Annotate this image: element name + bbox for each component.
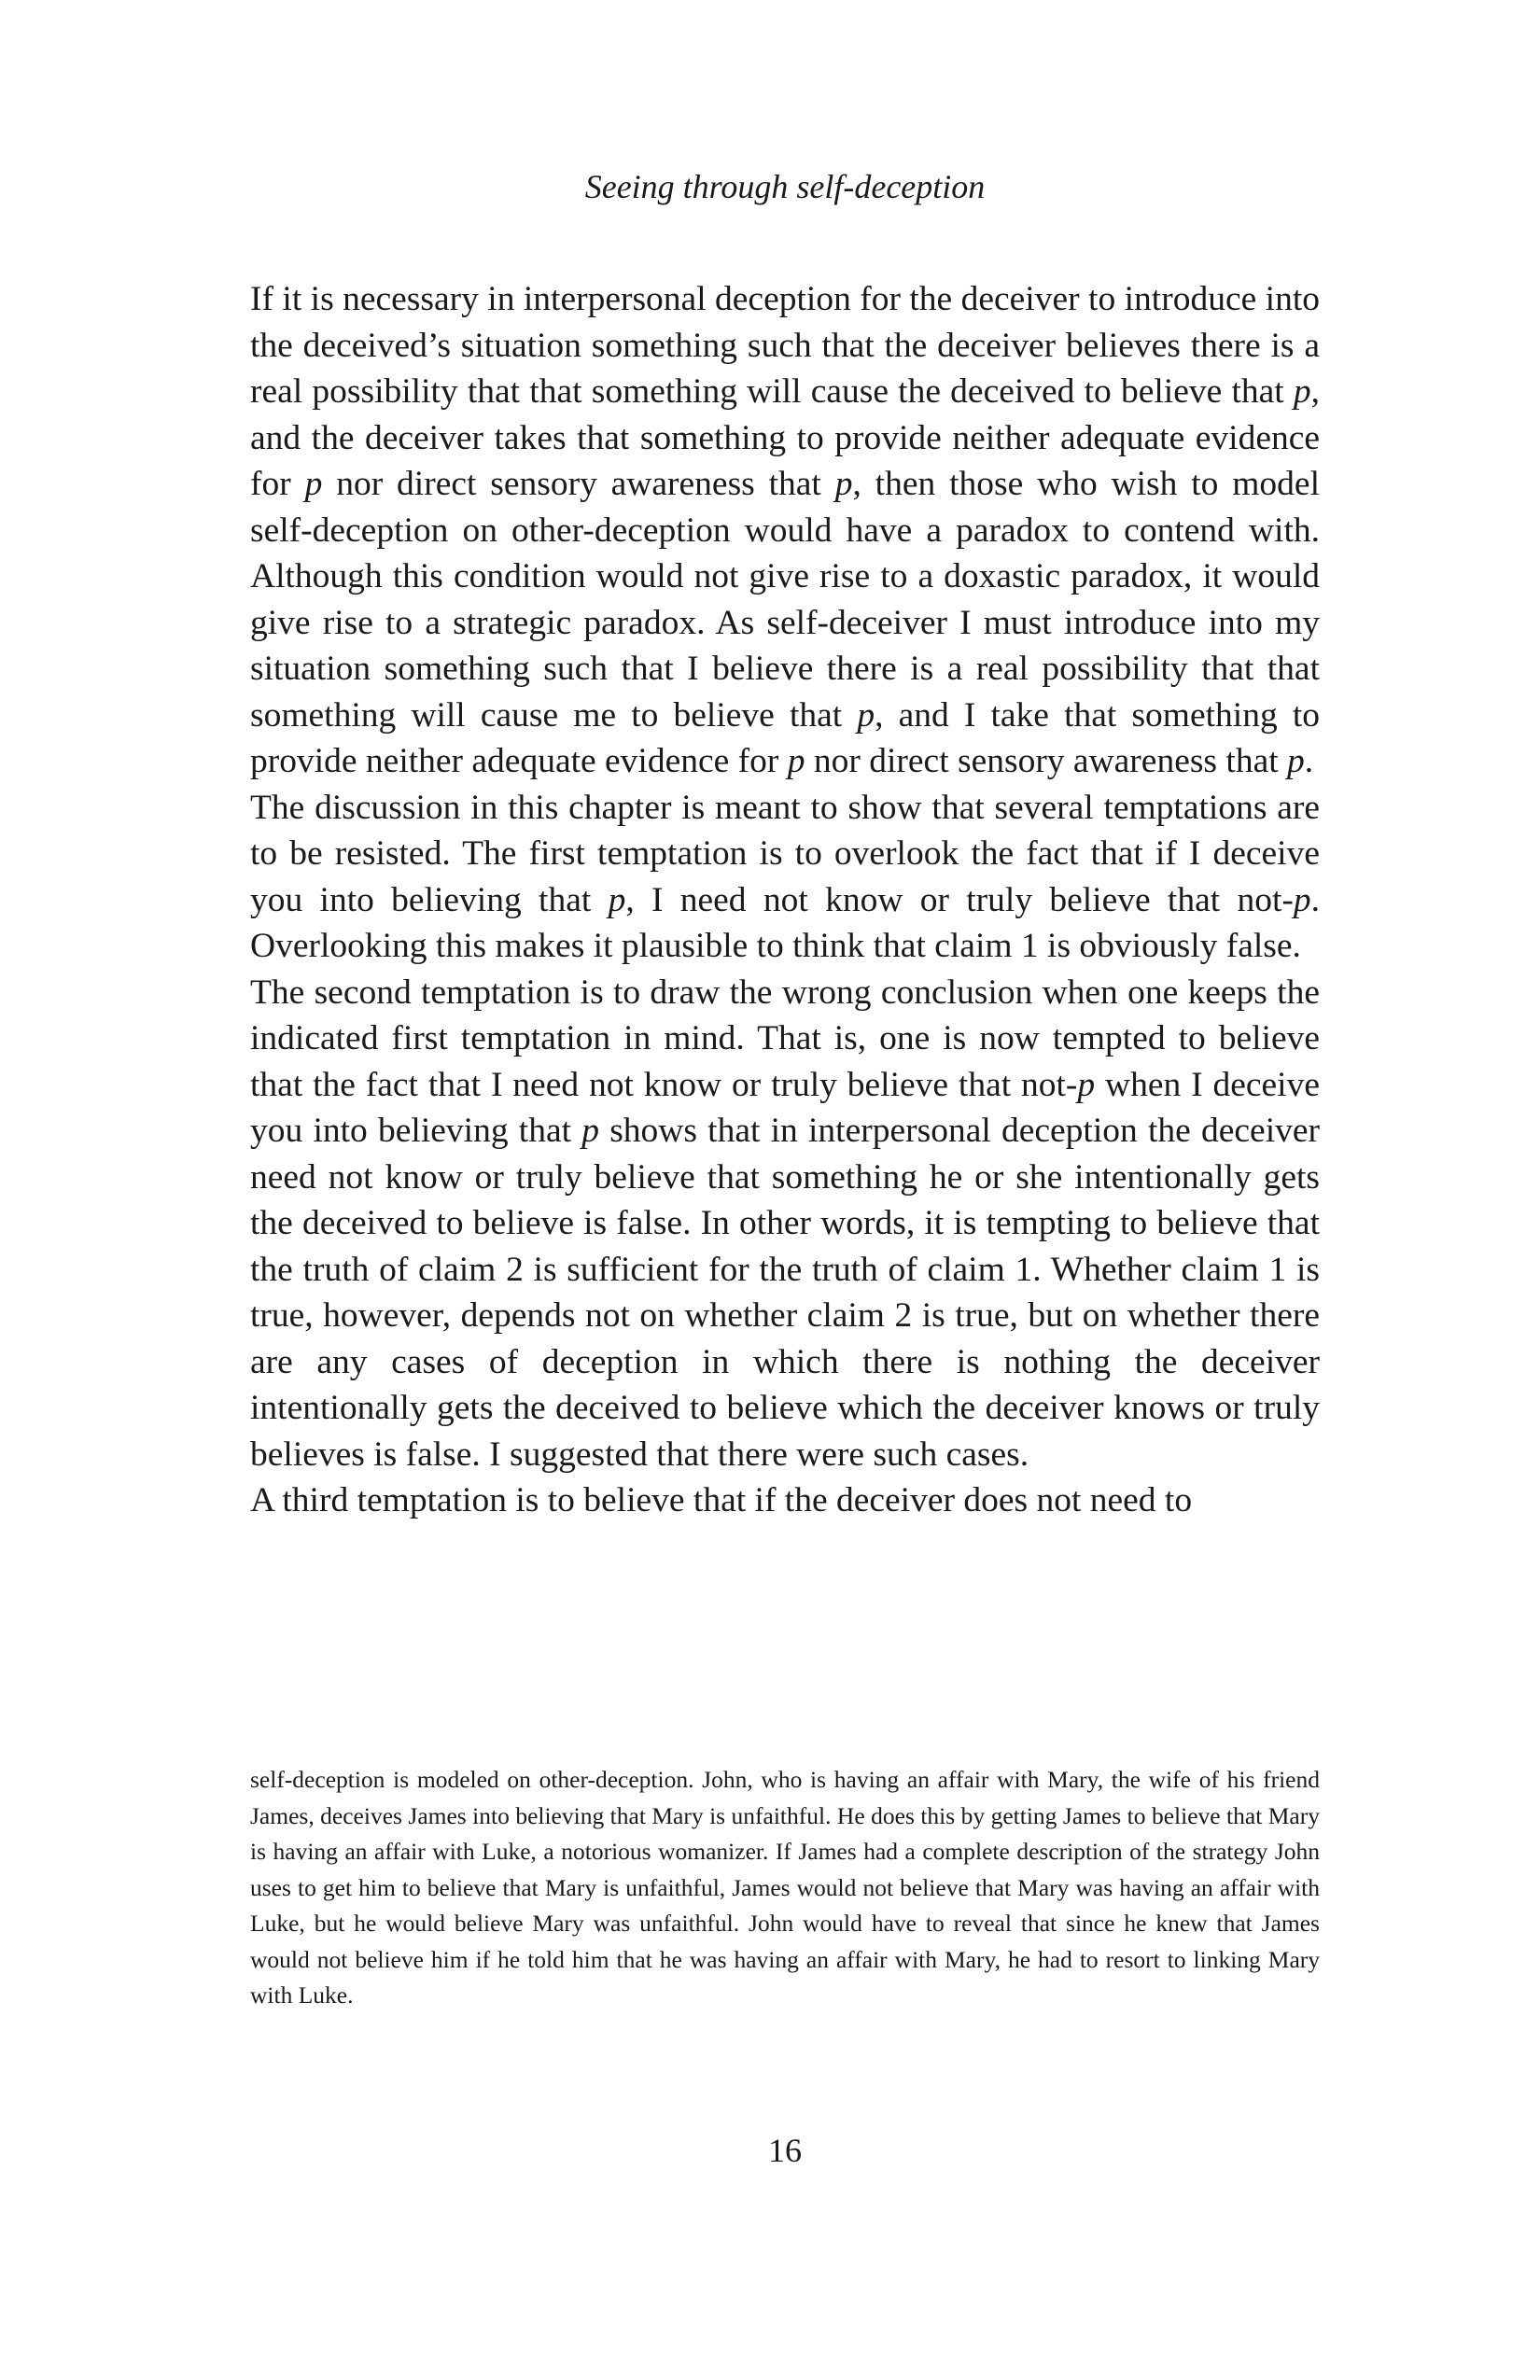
text-run: , then those who wish to model self-deception on other-deception would have a paradox to contend with. Although this condition would not give rise to a doxastic paradox, it would give rise to a strategic paradox. As self-deceiver I must introduce into my situation something such that I believe there is a real possibility that that something will cause me to believe that: [250, 465, 1320, 735]
italic-variable: p: [581, 1112, 599, 1150]
text-run: nor direct sensory awareness that: [805, 742, 1288, 780]
text-run: shows that in interpersonal deception the deceiver need not know or truly believe that something he or she intentionally gets the deceived to believe is false. In other words, it is tempting to believe that the truth of claim 2 is sufficient for the truth of claim 1. Whether claim 1 is true, however, depends not on whether claim 2 is true, but on whether there are any cases of deception in which there is nothing the deceiver intentionally gets the deceived to believe which the deceiver knows or truly believes is false. I suggested that there were such cases.: [250, 1112, 1320, 1474]
text-run: , I need not know or truly believe that not-: [625, 880, 1294, 919]
footnote: [250, 1762, 1320, 2014]
text-run: nor direct sensory awareness that: [322, 465, 835, 503]
page-number: 16: [768, 2132, 802, 2169]
italic-variable: p: [1293, 372, 1311, 411]
paragraph-1: [250, 276, 1320, 785]
text-run: A third temptation is to believe that if the deceiver does not need to: [250, 1481, 1193, 1519]
running-head: Seeing through self-deception: [584, 168, 986, 205]
italic-variable: p: [304, 465, 323, 503]
footnote-text: self-deception is modeled on other-deception. John, who is having an affair with Mary, the wife of his friend James, deceives James into believing that Mary is unfaithful. He does this by getting James to believe that Mary is having an affair with Luke, a notorious womanizer. If James had a complete description of the strategy John uses to get him to believe that Mary is unfaithful, James would not believe that Mary was having an affair with Luke, but he would believe Mary was unfaithful. John would have to reveal that since he knew that James would not believe him if he told him that he was having an affair with Mary, he had to resort to linking Mary with Luke.: [250, 1766, 1320, 2009]
italic-variable: p: [857, 695, 875, 735]
italic-variable: p: [608, 880, 626, 919]
body-text: [250, 276, 1320, 1524]
text-run: when I deceive you into believing that: [250, 1065, 1320, 1150]
text-run: The second temptation is to draw the wrong conclusion when one keeps the indicated first temptation in mind. That is, one is now tempted to believe that the fact that I need not know or truly believe that not-: [250, 973, 1320, 1104]
text-run: . Overlooking this makes it plausible to think that claim 1 is obviously false.: [250, 880, 1320, 965]
text-run: If it is necessary in interpersonal deception for the deceiver to introduce into the deceived’s situation something such that the deceiver believes there is a real possibility that that something will cause the deceived to believe that: [250, 280, 1320, 411]
text-run: , and the deceiver takes that something to provide neither adequate evidence for: [250, 372, 1320, 503]
italic-variable: p: [1293, 880, 1311, 919]
text-run: .: [1304, 742, 1314, 780]
text-run: , and I take that something to provide neither adequate evidence for: [250, 695, 1321, 780]
italic-variable: p: [787, 742, 805, 780]
paragraph-3: [250, 970, 1320, 1478]
book-page: [250, 0, 1320, 2380]
italic-variable: p: [1287, 742, 1305, 780]
paragraph-2: [250, 785, 1320, 970]
text-run: The discussion in this chapter is meant to show that several temptations are to be resisted. The first temptation is to overlook the fact that if I deceive you into believing that: [250, 788, 1320, 919]
italic-variable: p: [834, 465, 853, 503]
paragraph-4: [250, 1477, 1320, 1524]
italic-variable: p: [1077, 1065, 1096, 1104]
